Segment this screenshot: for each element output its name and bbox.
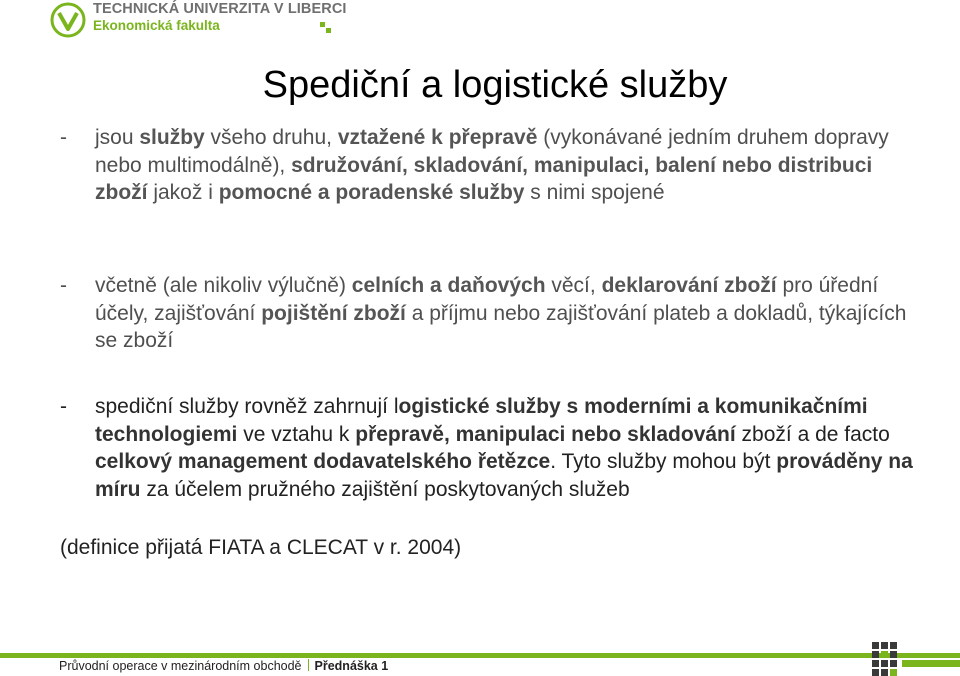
text-run: a příjmu nebo zajišťování plateb a dokladů, týkajících se zboží bbox=[95, 301, 907, 353]
text-run: věcí, bbox=[545, 274, 602, 297]
faculty-grid-logo-icon bbox=[872, 640, 960, 676]
logo-dots-icon bbox=[320, 22, 332, 34]
text-run: všeho druhu, bbox=[204, 126, 338, 149]
text-run: zboží a de facto bbox=[735, 422, 890, 446]
bullet-marker: - bbox=[60, 274, 67, 297]
bullet-2 bbox=[60, 272, 920, 355]
faculty-name: Ekonomická fakulta bbox=[93, 18, 220, 33]
definition-note: (definice přijatá FIATA a CLECAT v r. 2004) bbox=[60, 536, 462, 559]
text-run: ve vztahu k bbox=[237, 422, 356, 446]
text-run: za účelem pružného zajištění poskytovaných služeb bbox=[140, 477, 630, 501]
footer-course: Průvodní operace v mezinárodním obchodě bbox=[59, 659, 302, 673]
text-run: jsou bbox=[95, 126, 140, 149]
bullet-3 bbox=[60, 393, 920, 503]
footer-divider bbox=[0, 653, 960, 658]
bold-run: prováděny na míru bbox=[95, 450, 913, 501]
text-run: (vykonávané jedním druhem dopravy nebo multimodálně), bbox=[95, 126, 889, 177]
text-run: jakož i bbox=[147, 181, 219, 205]
text-run: pro úřední účely, zajišťování bbox=[95, 274, 879, 325]
university-logo bbox=[50, 0, 347, 40]
bold-run: přepravě, manipulaci nebo skladování bbox=[355, 422, 736, 446]
bullet-text bbox=[95, 124, 920, 207]
university-name: TECHNICKÁ UNIVERZITA V LIBERCI bbox=[93, 1, 347, 17]
bullet-1 bbox=[60, 124, 920, 207]
bold-run: celních a daňových bbox=[351, 274, 546, 297]
footer-lecture: Přednáška 1 bbox=[314, 659, 389, 673]
bullet-marker: - bbox=[60, 395, 67, 418]
bullet-marker: - bbox=[60, 126, 67, 149]
bold-run: vztažené k přepravě bbox=[337, 126, 538, 149]
text-run: . Tyto služby mohou být bbox=[550, 450, 777, 474]
bold-run: pomocné a poradenské služby bbox=[218, 181, 525, 205]
text-run: s nimi spojené bbox=[524, 181, 665, 205]
footer bbox=[59, 659, 388, 673]
text-run: spediční služby rovněž zahrnují l bbox=[95, 395, 399, 418]
footer-separator bbox=[308, 659, 309, 671]
bold-run: ogistické služby s moderními a komunikačními technologiemi bbox=[95, 395, 868, 446]
bold-run: sdružování, skladování, manipulaci, balení nebo distribuci zboží bbox=[95, 153, 873, 205]
text-run: včetně (ale nikoliv výlučně) bbox=[95, 274, 352, 297]
tul-logo-mark-icon bbox=[50, 2, 86, 38]
bullet-text bbox=[95, 272, 920, 355]
bold-run: pojištění zboží bbox=[261, 301, 406, 325]
bullet-text bbox=[95, 393, 920, 503]
bold-run: celkový management dodavatelského řetězce bbox=[95, 450, 551, 474]
slide-title: Spediční a logistické služby bbox=[262, 64, 728, 106]
bold-run: služby bbox=[139, 126, 205, 149]
bold-run: deklarování zboží bbox=[601, 274, 777, 297]
